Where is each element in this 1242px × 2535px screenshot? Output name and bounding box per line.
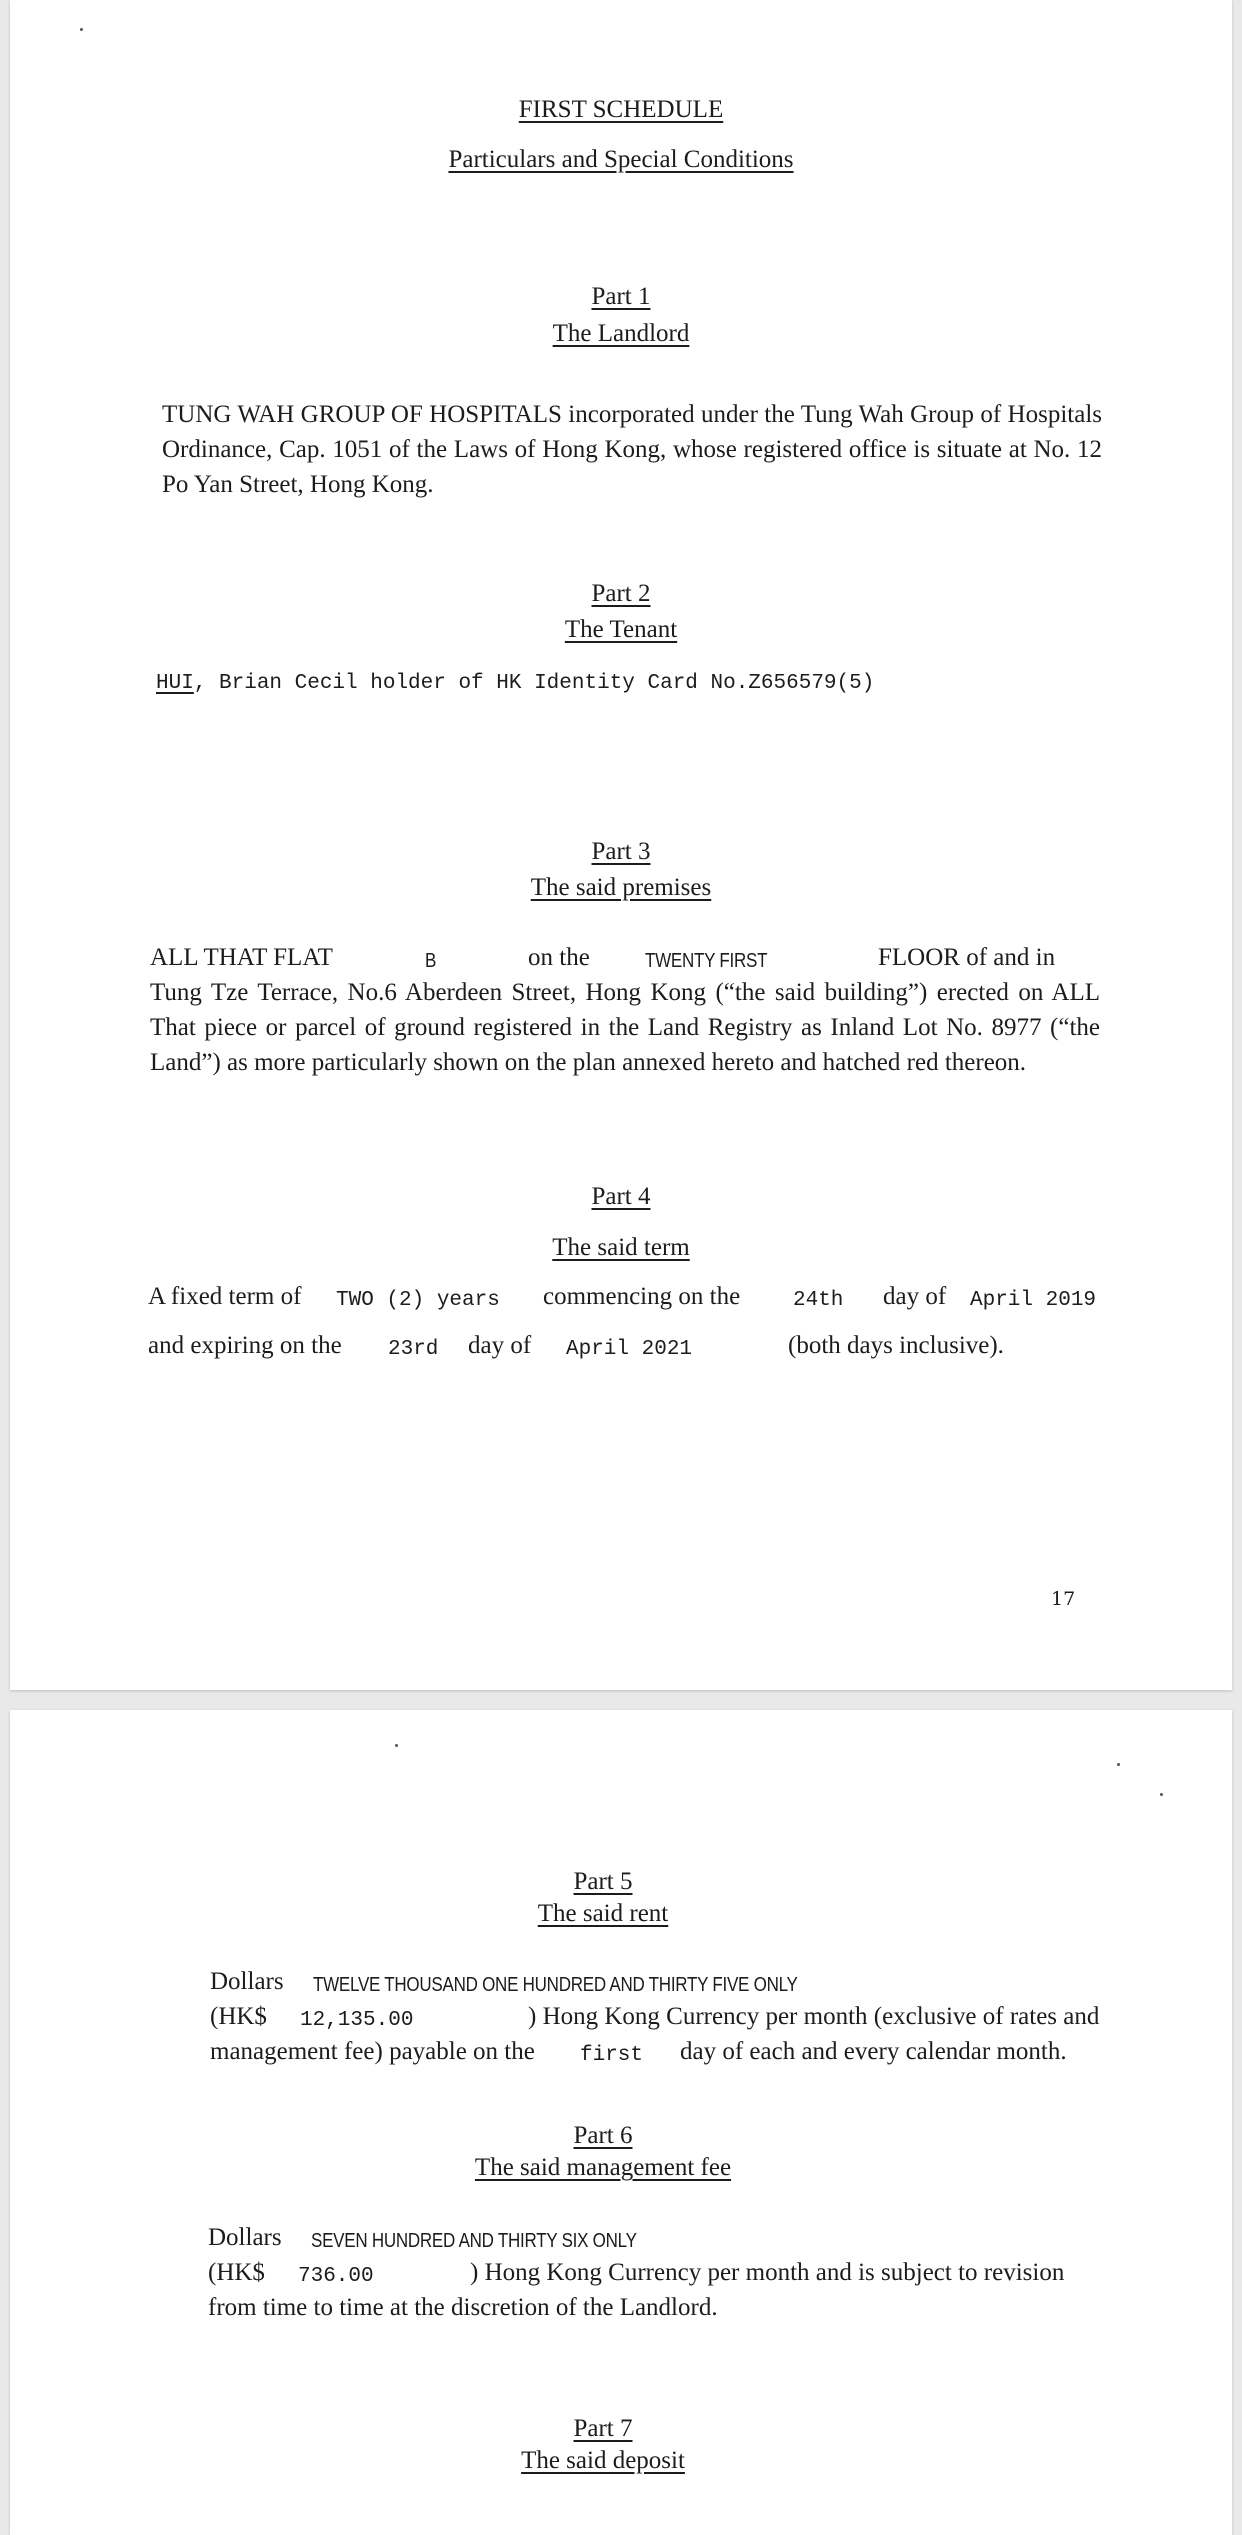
rent-due-day: first	[580, 2044, 644, 2067]
part7-number: Part 7	[573, 2415, 633, 2442]
payable-label: management fee) payable on the	[210, 2038, 535, 2065]
fee-amount-value: 736.00	[298, 2265, 374, 2288]
fee-dollars-label: Dollars	[208, 2224, 282, 2251]
part3-heading: The said premises	[530, 874, 712, 901]
fee-line-1	[208, 2220, 1138, 2255]
rent-currency-text: ) Hong Kong Currency per month (exclusive of rates and	[528, 2003, 1100, 2030]
end-day-value: 23rd	[388, 1338, 439, 1361]
rent-line-2	[210, 1999, 1150, 2034]
document-page-2	[10, 1710, 1232, 2535]
term-line-1	[148, 1279, 1108, 1314]
scan-speck	[80, 28, 83, 31]
fee-amount-words: SEVEN HUNDRED AND THIRTY SIX ONLY	[311, 2230, 637, 2252]
tenant-details: , Brian Cecil holder of HK Identity Card No.Z656579(5)	[193, 672, 875, 695]
part2-tenant-line	[156, 672, 874, 695]
scan-speck	[1160, 1793, 1163, 1796]
fee-hk-label: (HK$	[208, 2259, 265, 2286]
fee-line-2	[208, 2255, 1148, 2290]
expiring-label: and expiring on the	[148, 1332, 342, 1359]
fee-line-3: from time to time at the discretion of the Landlord.	[208, 2294, 718, 2321]
part1-heading: The Landlord	[552, 320, 690, 347]
inclusive-note: (both days inclusive).	[788, 1332, 1004, 1359]
end-month-year-value: April 2021	[566, 1338, 693, 1361]
part4-number: Part 4	[591, 1183, 651, 1210]
rent-line-1	[210, 1964, 1140, 1999]
part6-heading: The said management fee	[474, 2154, 732, 2181]
rent-amount-value: 12,135.00	[300, 2009, 414, 2032]
fee-currency-text: ) Hong Kong Currency per month and is subject to revision	[470, 2259, 1065, 2286]
floor-value: TWENTY FIRST	[645, 950, 768, 972]
part7-heading: The said deposit	[521, 2447, 685, 2474]
schedule-title: FIRST SCHEDULE	[518, 96, 724, 123]
scan-speck	[1117, 1763, 1120, 1766]
term-line-2	[148, 1328, 1108, 1363]
rent-hk-label: (HK$	[210, 2003, 267, 2030]
part3-first-line	[150, 940, 1100, 975]
rent-line-3	[210, 2034, 1150, 2069]
part5-heading: The said rent	[537, 1900, 669, 1927]
part2-heading: The Tenant	[564, 616, 678, 643]
part6-number: Part 6	[573, 2122, 633, 2149]
page-number: 17	[1051, 1588, 1076, 1610]
day-of-label: day of	[883, 1283, 947, 1310]
part3-number: Part 3	[591, 838, 651, 865]
rent-period-text: day of each and every calendar month.	[680, 2038, 1067, 2065]
all-that-flat-label: ALL THAT FLAT	[150, 944, 333, 971]
scan-speck	[395, 1744, 398, 1747]
document-page-1	[10, 0, 1232, 1690]
part1-landlord-text: TUNG WAH GROUP OF HOSPITALS incorporated under the Tung Wah Group of Hospitals Ordinance, Cap. 1051 of the Laws of Hong Kong, whose registered office is situate at No. 12 Po Yan Street, Hong Kong.	[162, 401, 1102, 498]
part4-heading: The said term	[552, 1234, 690, 1261]
rent-dollars-label: Dollars	[210, 1968, 284, 1995]
day-of-label-2: day of	[468, 1332, 532, 1359]
rent-amount-words: TWELVE THOUSAND ONE HUNDRED AND THIRTY FIVE ONLY	[313, 1974, 798, 1996]
floor-label: FLOOR of and in	[878, 944, 1056, 971]
part2-number: Part 2	[591, 580, 651, 607]
term-value: TWO (2) years	[336, 1289, 500, 1312]
part1-number: Part 1	[591, 283, 651, 310]
on-the-label: on the	[528, 944, 590, 971]
part3-premises-text: Tung Tze Terrace, No.6 Aberdeen Street, Hong Kong (“the said building”) erected on ALL That piece or parcel of ground registered in the Land Registry as Inland Lot No. 8977 (“the Land”) as more particularly shown on the plan annexed hereto and hatched red thereon.	[150, 979, 1100, 1076]
commencing-label: commencing on the	[543, 1283, 741, 1310]
part5-number: Part 5	[573, 1868, 633, 1895]
schedule-subtitle: Particulars and Special Conditions	[448, 146, 794, 173]
fixed-term-label: A fixed term of	[148, 1283, 302, 1310]
tenant-surname: HUI	[156, 672, 194, 695]
flat-value: B	[425, 950, 437, 972]
start-month-year-value: April 2019	[970, 1289, 1097, 1312]
start-day-value: 24th	[793, 1289, 844, 1312]
